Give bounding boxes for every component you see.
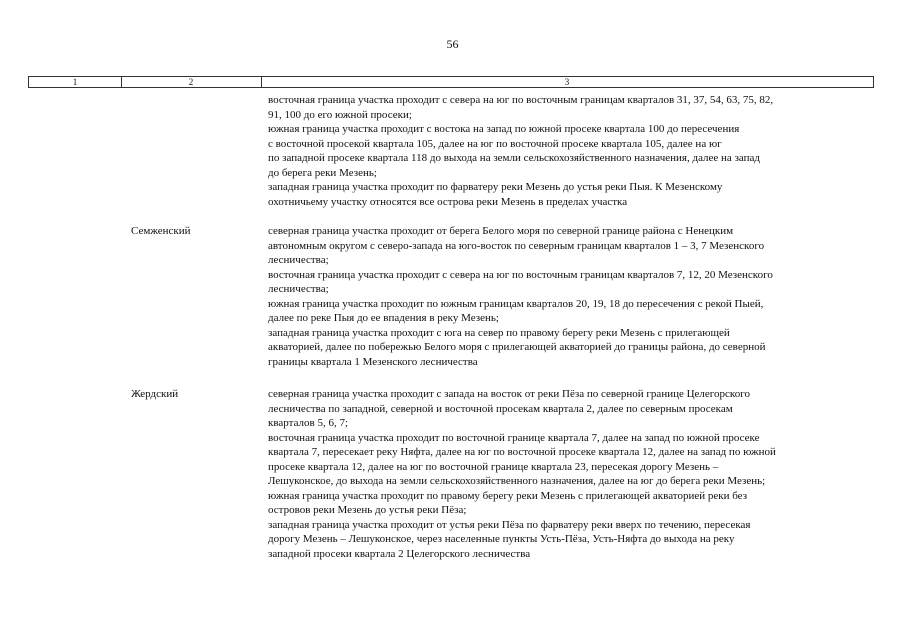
description-line: островов реки Мезень до устья реки Пёза; (268, 504, 467, 516)
column-header-3: 3 (564, 77, 570, 87)
column-header-2: 2 (121, 77, 262, 87)
description-line: южная граница участка проходит по правому берегу реки Мезень с прилегающей акваторией реки без (268, 489, 748, 502)
description-line: далее по реке Пыя до ее впадения в реку Мезень; (268, 312, 499, 324)
description-line: просеке квартала 12, далее на юг по восточной границе квартала 23, пересекая дорогу Мезень – (268, 460, 719, 473)
page-number: 56 (446, 37, 459, 51)
description-line: южная граница участка проходит с востока на запад по южной просеке квартала 100 до пересечения (268, 123, 740, 135)
description-line: лесничества по западной, северной и восточной просекам квартала 2, далее по северным просекам (268, 402, 733, 415)
description-line: по западной просеке квартала 118 до выхода на земли сельскохозяйственного назначения, далее на запад (268, 152, 761, 164)
description-line: акваторией, далее по побережью Белого моря с прилегающей акваторией до границы района, до северной (268, 341, 766, 353)
description-line: лесничества; (268, 283, 329, 295)
description-line: автономным округом с северо-запада на юго-восток по северным границам кварталов 1 – 3, 7 Мезенского (268, 239, 765, 252)
section-description (268, 93, 868, 209)
description-line: кварталов 5, 6, 7; (268, 417, 349, 429)
description-line: западной просеки квартала 2 Целегорского лесничества (268, 547, 531, 560)
section-description (268, 224, 868, 369)
description-line: квартала 7, пересекает реку Няфта, далее на юг по восточной просеке квартала 12, далее на запад по южной (268, 446, 776, 458)
section-name: Жердский (131, 388, 179, 400)
section-description (268, 387, 868, 561)
description-line: западная граница участка проходит по фарватеру реки Мезень до устья реки Пыя. К Мезенскому (268, 181, 723, 193)
section-name: Семженский (131, 225, 191, 237)
description-line: до берега реки Мезень; (268, 166, 377, 179)
table-header-row (28, 76, 874, 88)
description-line: северная граница участка проходит от берега Белого моря по северной границе района с Ненецким (268, 225, 734, 237)
description-line: южная граница участка проходит по южным границам кварталов 20, 19, 18 до пересечения с рекой Пыей, (268, 297, 764, 310)
column-header-1: 1 (29, 77, 122, 87)
description-line: восточная граница участка проходит по восточной границе квартала 7, далее на запад по южной просеке (268, 431, 760, 444)
description-line: охотничьему участку относятся все острова реки Мезень в пределах участка (268, 195, 628, 208)
description-line: с восточной просекой квартала 105, далее на юг по восточной просеке квартала 105, далее на юг (268, 137, 722, 150)
description-line: западная граница участка проходит от устья реки Пёза по фарватеру реки вверх по течению, пересекая (268, 518, 751, 531)
description-line: восточная граница участка проходит с севера на юг по восточным границам кварталов 31, 37, 54, 63, 75, 82, (268, 94, 774, 106)
description-line: лесничества; (268, 254, 329, 266)
description-line: северная граница участка проходит с запада на восток от реки Пёза по северной границе Целегорского (268, 388, 750, 400)
description-line: восточная граница участка проходит с севера на юг по восточным границам кварталов 7, 12, 20 Мезенского (268, 268, 773, 281)
description-line: западная граница участка проходит с юга на север по правому берегу реки Мезень с прилегающей (268, 326, 730, 339)
description-line: дорогу Мезень – Лешуконское, через населенные пункты Усть-Пёза, Усть-Няфта до выхода на реку (268, 533, 735, 545)
description-line: 91, 100 до его южной просеки; (268, 108, 412, 121)
description-line: Лешуконское, до выхода на земли сельскохозяйственного назначения, далее на юг до берега реки Мезень; (268, 475, 766, 487)
description-line: границы квартала 1 Мезенского лесничества (268, 355, 478, 368)
